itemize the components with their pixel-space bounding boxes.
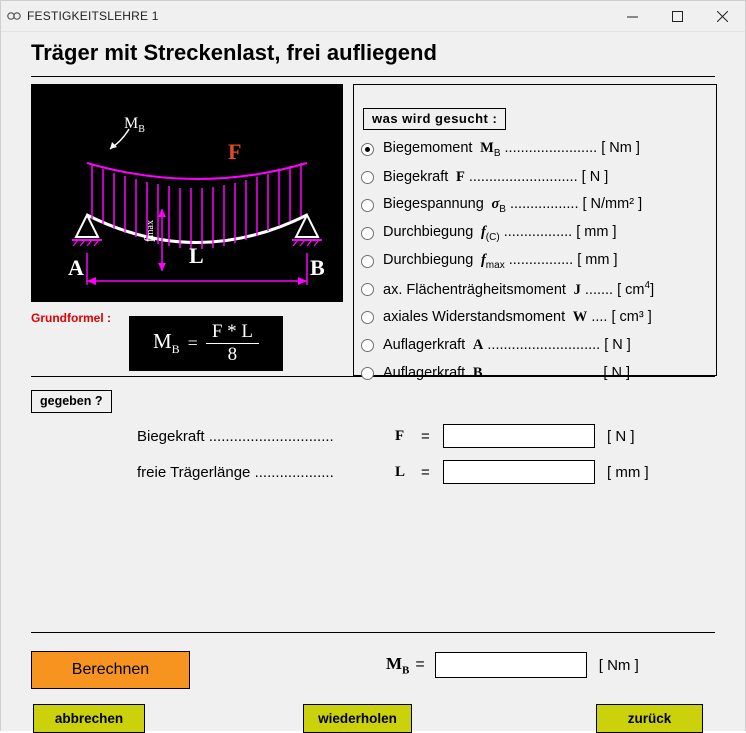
grundformel-box [129,316,283,371]
result-row [386,652,639,678]
given-equals-biegekraft: = [421,427,430,445]
radio-biegekraft[interactable] [361,171,374,184]
option-widerstandsmoment-label: axiales Widerstandsmoment W .... [ cm³ ] [383,308,652,325]
result-unit: [ Nm ] [598,656,639,674]
radio-biegemoment[interactable] [361,143,374,156]
option-biegekraft[interactable] [361,163,711,191]
option-biegekraft-label: Biegekraft F ........................... [ N ] [383,168,609,185]
formula-denominator: 8 [227,344,238,365]
close-button[interactable] [700,1,745,31]
given-symbol-biegekraft: F [395,427,405,444]
option-biegespannung-label: Biegespannung $\sigma_B$ ................. [ N/mm² ] [383,195,643,215]
repeat-button[interactable]: wiederholen [303,704,412,733]
radio-flaechentraegheitsmoment[interactable] [361,283,374,296]
radio-auflagerkraft-b[interactable] [361,367,374,380]
formula-lhs: $M_B$ [152,329,180,357]
radio-biegespannung[interactable] [361,199,374,212]
window-title: FESTIGKEITSLEHRE 1 [27,9,159,23]
title-bar [1,1,745,32]
option-durchbiegung-max-label: Durchbiegung $f_{max}$ ................ [ mm ] [383,251,618,271]
option-biegespannung[interactable] [361,191,711,219]
formula-fraction [206,322,259,365]
given-label-biegekraft: Biegekraft .............................. [137,427,334,445]
result-output-field[interactable] [435,652,587,678]
given-unit-traegerlaenge: [ mm ] [607,463,649,481]
divider-bottom [31,632,715,633]
option-auflagerkraft-a[interactable] [361,331,711,359]
given-section-label: gegeben ? [31,390,112,413]
given-label-traegerlaenge: freie Trägerlänge ................... [137,463,334,481]
given-symbol-traegerlaenge: L [395,463,406,480]
option-flaechentraegheitsmoment-label: ax. Flächenträgheitsmoment J ....... [ $cm^4$] [383,279,655,298]
option-durchbiegung-max[interactable] [361,247,711,275]
input-traegerlaenge[interactable] [443,460,595,484]
figure-label-l: L [189,243,204,268]
given-row-traegerlaenge [137,460,649,484]
option-biegemoment-label: Biegemoment $M_B$ ....................... [ Nm ] [383,139,640,159]
search-panel-caption: was wird gesucht : [363,108,506,130]
radio-durchbiegung-c[interactable] [361,227,374,240]
figure-label-f: F [228,139,242,164]
cancel-button[interactable]: abbrechen [33,704,145,733]
search-options-list [361,135,711,387]
divider-top [31,76,715,77]
input-biegekraft[interactable] [443,424,595,448]
radio-durchbiegung-max[interactable] [361,255,374,268]
calculate-button[interactable]: Berechnen [31,651,190,689]
option-durchbiegung-c-label: Durchbiegung $f_{(C)}$ ................. [ mm ] [383,223,617,243]
option-widerstandsmoment[interactable] [361,303,711,331]
beam-diagram [31,84,343,302]
result-equals: = [415,656,425,673]
formula-numerator: F * L [211,321,254,343]
formula-equals: = [187,333,198,353]
figure-label-fmax: fmax [142,220,159,243]
option-biegemoment[interactable] [361,135,711,163]
figure-label-b: B [310,255,325,280]
app-icon [1,10,27,22]
figure-label-mb: $M_B$ [124,115,145,136]
given-row-biegekraft [137,424,635,448]
result-symbol: $M_B$ [386,653,410,677]
option-auflagerkraft-a-label: Auflagerkraft A ............................ [ N ] [383,336,631,353]
back-button[interactable]: zurück [596,704,703,733]
option-auflagerkraft-b-label: Auflagerkraft B ............................ [ N ] [383,364,631,381]
figure-label-a: A [68,255,84,280]
radio-auflagerkraft-a[interactable] [361,339,374,352]
minimize-button[interactable] [610,1,655,31]
option-durchbiegung-c[interactable] [361,219,711,247]
page-title: Träger mit Streckenlast, frei aufliegend [31,40,437,65]
grundformel-label: Grundformel : [31,311,111,325]
option-auflagerkraft-b[interactable] [361,359,711,387]
given-equals-traegerlaenge: = [421,463,430,481]
maximize-button[interactable] [655,1,700,31]
client-area [1,32,745,731]
option-flaechentraegheitsmoment[interactable] [361,275,711,303]
given-unit-biegekraft: [ N ] [607,427,635,445]
radio-widerstandsmoment[interactable] [361,311,374,324]
